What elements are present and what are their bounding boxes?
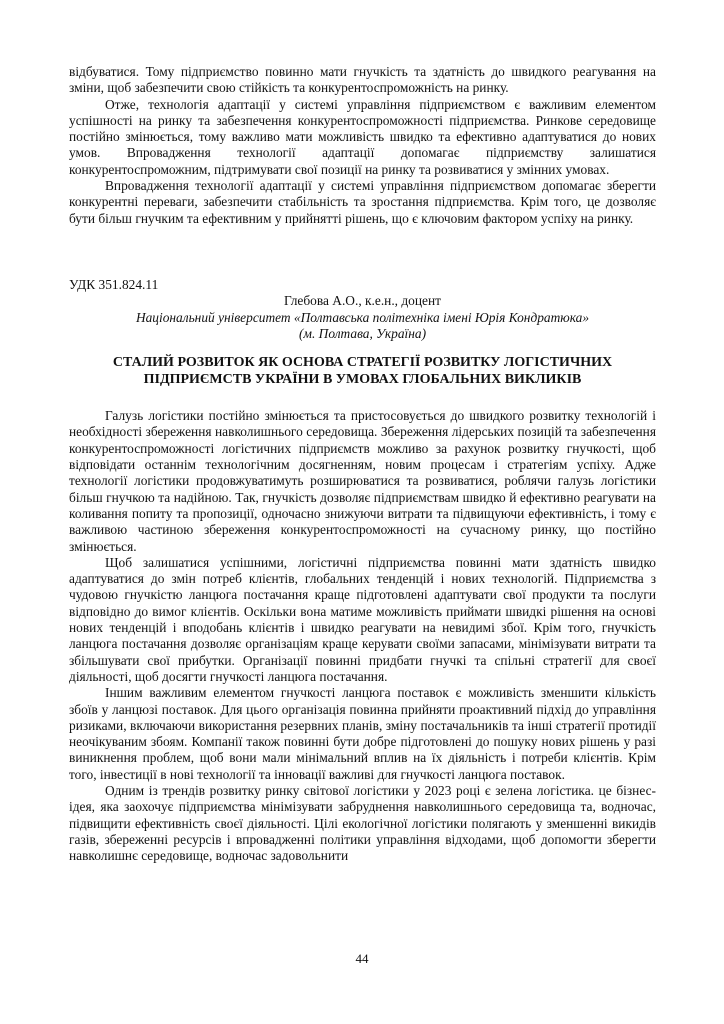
author-line: Глебова А.О., к.е.н., доцент bbox=[283, 293, 442, 309]
article-title-line-1: СТАЛИЙ РОЗВИТОК ЯК ОСНОВА СТРАТЕГІЇ РОЗВИТКУ ЛОГІСТИЧНИХ bbox=[112, 355, 613, 371]
affiliation-location: (м. Полтава, Україна) bbox=[298, 325, 427, 341]
intro-paragraph-3: Впровадження технології адаптації у системі управління підприємством допомагає зберегти конкурентні переваги, забезпечити стабільність та зростання підприємства. Крім того, це дозволяє бути більш гнучким та ефективним у прийнятті рішень, що є ключовим фактором успіху на ринку. bbox=[69, 178, 656, 226]
body-paragraph-4: Одним із трендів розвитку ринку світової логістики у 2023 році є зелена логістика. це бізнес-ідея, яка заохочує підприємства мінімізувати забруднення навколишнього середовища та, водночас, підвищити ефективність своєї діяльності. Цілі екологічної логістики полягають у зменшенні викидів газів, збереженні ресурсів і впровадженні політики управління відходами, щоб допомогти зберегти навколишнє середовище, водночас задовольнити bbox=[69, 782, 656, 864]
udk-code: УДК 351.824.11 bbox=[69, 276, 159, 292]
page-number: 44 bbox=[355, 951, 369, 966]
page-content bbox=[69, 64, 656, 864]
intro-paragraph-1: відбуватися. Тому підприємство повинно мати гнучкість та здатність до швидкого реагування на зміни, щоб забезпечити свою стійкість та конкурентоспроможність на ринку. bbox=[69, 64, 656, 96]
body-paragraph-2: Щоб залишатися успішними, логістичні підприємства повинні мати здатність швидко адаптуватися до змін потреб клієнтів, глобальних тенденцій і нових технологій. Підприємства з чудовою гнучкістю ланцюга постачання краще підготовлені адаптувати свої продукти та послуги відповідно до вимог клієнтів. Оскільки вона матиме можливість приймати швидкі рішення на основі нових тенденцій і вподобань клієнтів і швидко реагувати на невидимі збої. Крім того, гнучкість ланцюга постачання дозволяє організаціям краще керувати своїми запасами, мінімізувати витрати та збільшувати свої прибутки. Організації повинні придбати гнучкі та спільні стратегії для своєї діяльності, щоб досягти гнучкості ланцюга постачання. bbox=[69, 554, 656, 684]
body-paragraph-3: Іншим важливим елементом гнучкості ланцюга поставок є можливість зменшити кількість збоїв у ланцюзі поставок. Для цього організація повинна прийняти проактивний підхід до управління ризиками, включаючи використання резервних планів, зміну постачальників та інші стратегії протидії неочікуваним збоям. Компанії також повинні бути добре підготовлені до пошуку нових рішень у разі виникнення проблем, щоб вони мали мінімальний вплив на їх діяльність і потреби клієнтів. Крім того, інвестиції в нові технології та інновації важливі для гнучкості ланцюга поставок. bbox=[69, 685, 656, 782]
body-paragraph-1: Галузь логістики постійно змінюється та пристосовується до швидкого розвитку технологій і необхідності збереження навколишнього середовища. Збереження лідерських позицій та забезпечення конкурентоспроможності логістичних підприємств можливо за рахунок розвитку гнучкості, щоб відповідати останнім технологічним досягненням, новим процесам і стратегіям успіху. Адже технології логістики продовжуватимуть розширюватися та розвиватися, роблячи галузь логістики більш гнучкою та надійною. Так, гнучкість дозволяє підприємствам швидко й ефективно реагувати на коливання попиту та пропозиції, одночасно знижуючи витрати та підвищуючи ефективність, і тому є важливою частиною збереження конкурентоспроможності на сучасному ринку, що постійно змінюється. bbox=[69, 408, 656, 554]
article-title bbox=[69, 354, 656, 388]
affiliation-institution: Національний університет «Полтавська політехніка імені Юрія Кондратюка» bbox=[135, 309, 590, 325]
intro-paragraph-2: Отже, технологія адаптації у системі управління підприємством є важливим елементом успішності на ринку та забезпечення конкурентоспроможності підприємства. Ринкове середовище постійно змінюється, тому важливо мати можливість швидко та ефективно адаптуватися до нових умов. Впровадження технології адаптації допомагає підприємству залишатися конкурентоспроможним, підтримувати свої позиції на ринку та розвиватися у змінних умовах. bbox=[69, 96, 656, 177]
article-title-line-2: ПІДПРИЄМСТВ УКРАЇНИ В УМОВАХ ГЛОБАЛЬНИХ ВИКЛИКІВ bbox=[143, 372, 582, 388]
